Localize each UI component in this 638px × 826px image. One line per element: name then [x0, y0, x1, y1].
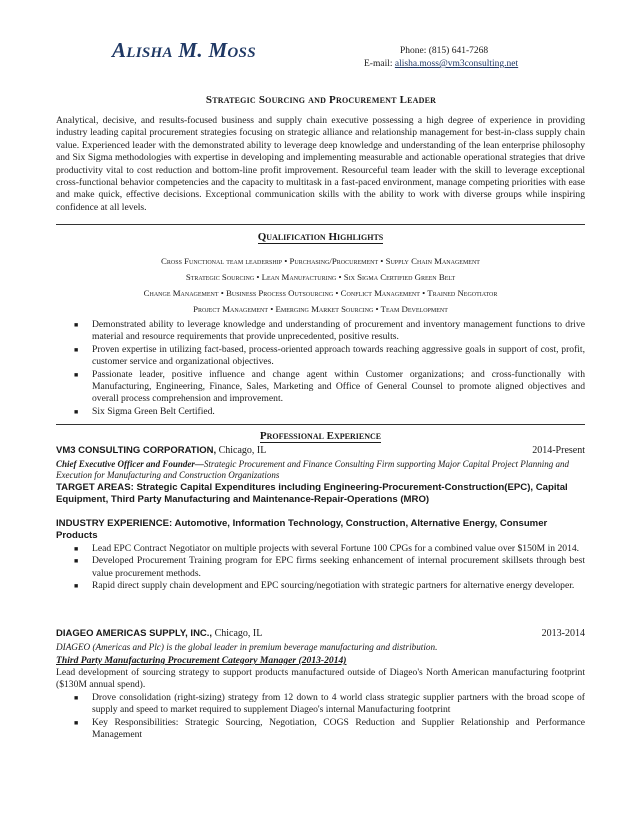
- list-item: ■ Six Sigma Green Belt Certified.: [74, 405, 215, 417]
- list-item: ■ Proven expertise in utilizing fact-based, process-oriented approach towards reaching aggressive goals in support of cost, profit, customer service and organizational objectives.: [74, 343, 585, 368]
- qualifications-title: [56, 231, 585, 243]
- qualifications-title-text: Qualification Highlights: [257, 231, 384, 243]
- list-item: ■ Key Responsibilities: Strategic Sourcing, Negotiation, COGS Reduction and Supplier Relationship and Performance Management: [74, 716, 585, 741]
- email-link[interactable]: alisha.moss@vm3consulting.net: [394, 59, 519, 69]
- target-areas: TARGET AREAS: Strategic Capital Expenditures including Engineering-Procurement-Construction(EPC), Capital Equipment, Third Party Manufacturing and Maintenance-Repair-Operations (MRO): [56, 482, 568, 506]
- company-name: DIAGEO AMERICAS SUPPLY, INC.,: [56, 628, 213, 639]
- list-item: ■ Drove consolidation (right-sizing) strategy from 12 down to 4 world class strategic supplier partners with the broad scope of supply and speed to market required to supplement Diageo's internal Manufacturing footprint: [74, 692, 585, 716]
- vm3-heading: [56, 445, 585, 456]
- experience-title-text: Professional Experience: [259, 430, 382, 442]
- bullet-icon: ■: [74, 370, 79, 379]
- bullet-icon: ■: [74, 407, 79, 416]
- company-location: Chicago, IL: [216, 445, 267, 456]
- skills-row: Cross Functional team leadership • Purchasing/Procurement • Supply Chain Management: [161, 256, 480, 266]
- vm3-bullets: [70, 543, 585, 593]
- skills-block: [56, 253, 585, 317]
- role-description: Strategic Procurement and Finance Consulting Firm supporting Major Capital Project Planning and Execution for Manufacturing and Construction Organizations: [56, 459, 570, 480]
- contact-block: [364, 45, 518, 71]
- qualification-bullets: [70, 319, 585, 418]
- employment-dates: 2014-Present: [532, 445, 585, 456]
- diageo-heading: [56, 628, 585, 639]
- bullet-icon: ■: [74, 545, 79, 553]
- list-item: ■ Demonstrated ability to leverage knowledge and understanding of procurement and inventory management functions to drive material and resource requirements that provide unprecedented, positive results.: [74, 319, 585, 343]
- candidate-name: Alisha M. Moss: [112, 38, 256, 62]
- list-item: ■ Rapid direct supply chain development and EPC sourcing/negotiation with strategic partners for alternative energy developer.: [74, 580, 575, 592]
- email-label: E-mail:: [364, 59, 395, 69]
- job-title: Third Party Manufacturing Procurement Category Manager (2013-2014): [56, 655, 347, 666]
- bullet-icon: ■: [74, 582, 79, 591]
- diageo-bullets: [70, 692, 585, 742]
- company-location: Chicago, IL: [212, 628, 263, 639]
- bullet-icon: ■: [74, 718, 79, 727]
- list-item: ■ Developed Procurement Training program for EPC firms seeking enhancement of internal procurement skillsets through best value procurement methods.: [74, 555, 585, 579]
- section-divider: [56, 424, 585, 425]
- bullet-icon: ■: [74, 557, 79, 566]
- job-title: Chief Executive Officer and Founder—: [56, 459, 204, 469]
- skills-row: Strategic Sourcing • Lean Manufacturing • Six Sigma Certified Green Belt: [185, 272, 456, 282]
- bullet-icon: ■: [74, 694, 79, 702]
- list-item: ■ Passionate leader, positive influence and change agent within Customer organizations; and cross-functionally with Manufacturing, Engineering, Finance, Sales, Marketing and Office of General Counsel to promote aligned objectives and overall process comprehension and improvement.: [74, 368, 585, 405]
- vm3-role: [56, 459, 585, 481]
- list-item: ■ Lead EPC Contract Negotiator on multiple projects with several Fortune 100 CPGs for a combined value over $150M in 2014.: [74, 543, 580, 554]
- headline: Strategic Sourcing and Procurement Leader: [205, 94, 437, 106]
- role-summary: Lead development of sourcing strategy to support products manufactured outside of Diageo's North American manufacturing footprint ($130M annual spend).: [56, 667, 585, 691]
- skills-row: Project Management • Emerging Market Sourcing • Team Development: [193, 304, 448, 314]
- company-description: DIAGEO (Americas and Plc) is the global leader in premium beverage manufacturing and distribution.: [56, 642, 438, 652]
- company-name: VM3 CONSULTING CORPORATION,: [56, 445, 217, 456]
- employment-dates: 2013-2014: [541, 628, 585, 639]
- email-line: [364, 58, 518, 71]
- summary-paragraph: Analytical, decisive, and results-focused business and supply chain executive possessing a high degree of experience in providing industry leading capital procurement strategies focusing on strategic alliance and relationship management for best-in-class supply chain value. Experienced leader with the demonstrated ability to leverage deep knowledge and understanding of the lean enterprise philosophy and Six Sigma methodologies with expertise in developing and implementing measurable and actionable operational strategies that drive productivity vital to cost reduction and bottom-line profit improvement. Resourceful team leader with the skill to leverage exceptional cross-functional behavior competencies and the capacity to multitask in a fast-paced environment, manage competing priorities with ease and make quick, effective decisions. Exceptional communication skills with the ability to work with diverse groups while inspiring confidence at all levels.: [56, 115, 585, 213]
- phone-text: Phone: (815) 641-7268: [400, 46, 489, 56]
- industry-experience: INDUSTRY EXPERIENCE: Automotive, Information Technology, Construction, Alternative Energy, Consumer Products: [56, 518, 548, 542]
- bullet-icon: ■: [74, 345, 79, 354]
- bullet-icon: ■: [74, 321, 79, 329]
- section-divider: [56, 224, 585, 225]
- skills-row: Change Management • Business Process Outsourcing • Conflict Management • Trained Negotiator: [143, 288, 498, 298]
- experience-title: [56, 430, 585, 442]
